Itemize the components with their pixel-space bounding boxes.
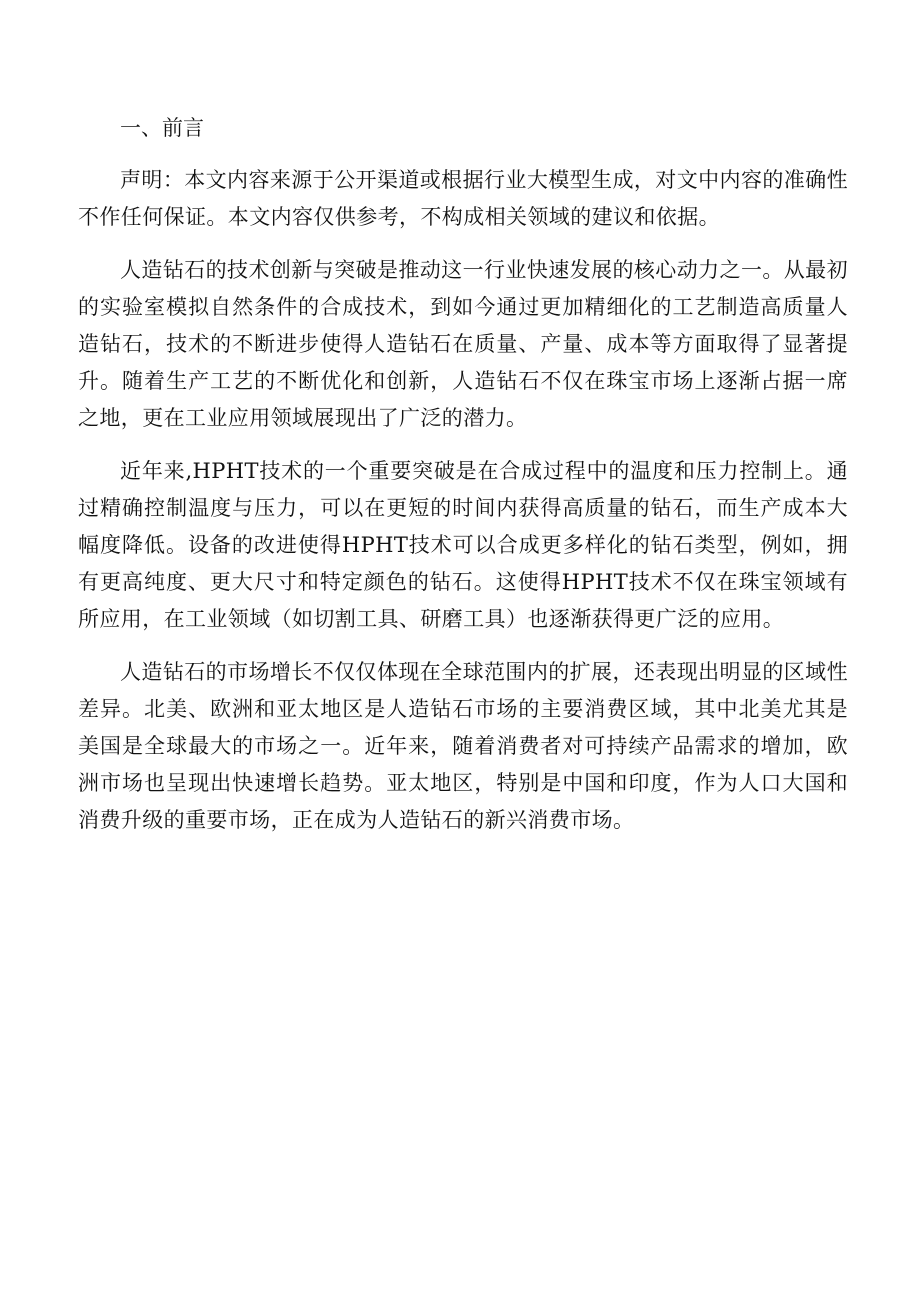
disclaimer-paragraph: 声明：本文内容来源于公开渠道或根据行业大模型生成，对文中内容的准确性不作任何保证。本文内容仅供参考，不构成相关领域的建议和依据。 xyxy=(78,168,848,229)
body-paragraph: 人造钻石的技术创新与突破是推动这一行业快速发展的核心动力之一。从最初的实验室模拟自然条件的合成技术，到如今通过更加精细化的工艺制造高质量人造钻石，技术的不断进步使得人造钻石在质量、产量、成本等方面取得了显著提升。随着生产工艺的不断优化和创新，人造钻石不仅在珠宝市场上逐渐占据一席之地，更在工业应用领域展现出了广泛的潜力。 xyxy=(78,258,848,430)
body-paragraph: 近年来,HPHT技术的一个重要突破是在合成过程中的温度和压力控制上。通过精确控制温度与压力，可以在更短的时间内获得高质量的钻石，而生产成本大幅度降低。设备的改进使得HPHT技术可以合成更多样化的钻石类型，例如，拥有更高纯度、更大尺寸和特定颜色的钻石。这使得HPHT技术不仅在珠宝领域有所应用，在工业领域（如切割工具、研磨工具）也逐渐获得更广泛的应用。 xyxy=(78,459,848,631)
section-heading: 一、前言 xyxy=(120,116,204,140)
body-paragraph: 人造钻石的市场增长不仅仅体现在全球范围内的扩展，还表现出明显的区域性差异。北美、欧洲和亚太地区是人造钻石市场的主要消费区域，其中北美尤其是美国是全球最大的市场之一。近年来，随着消费者对可持续产品需求的增加，欧洲市场也呈现出快速增长趋势。亚太地区，特别是中国和印度，作为人口大国和消费升级的重要市场，正在成为人造钻石的新兴消费市场。 xyxy=(78,660,848,832)
document-body xyxy=(78,110,848,855)
